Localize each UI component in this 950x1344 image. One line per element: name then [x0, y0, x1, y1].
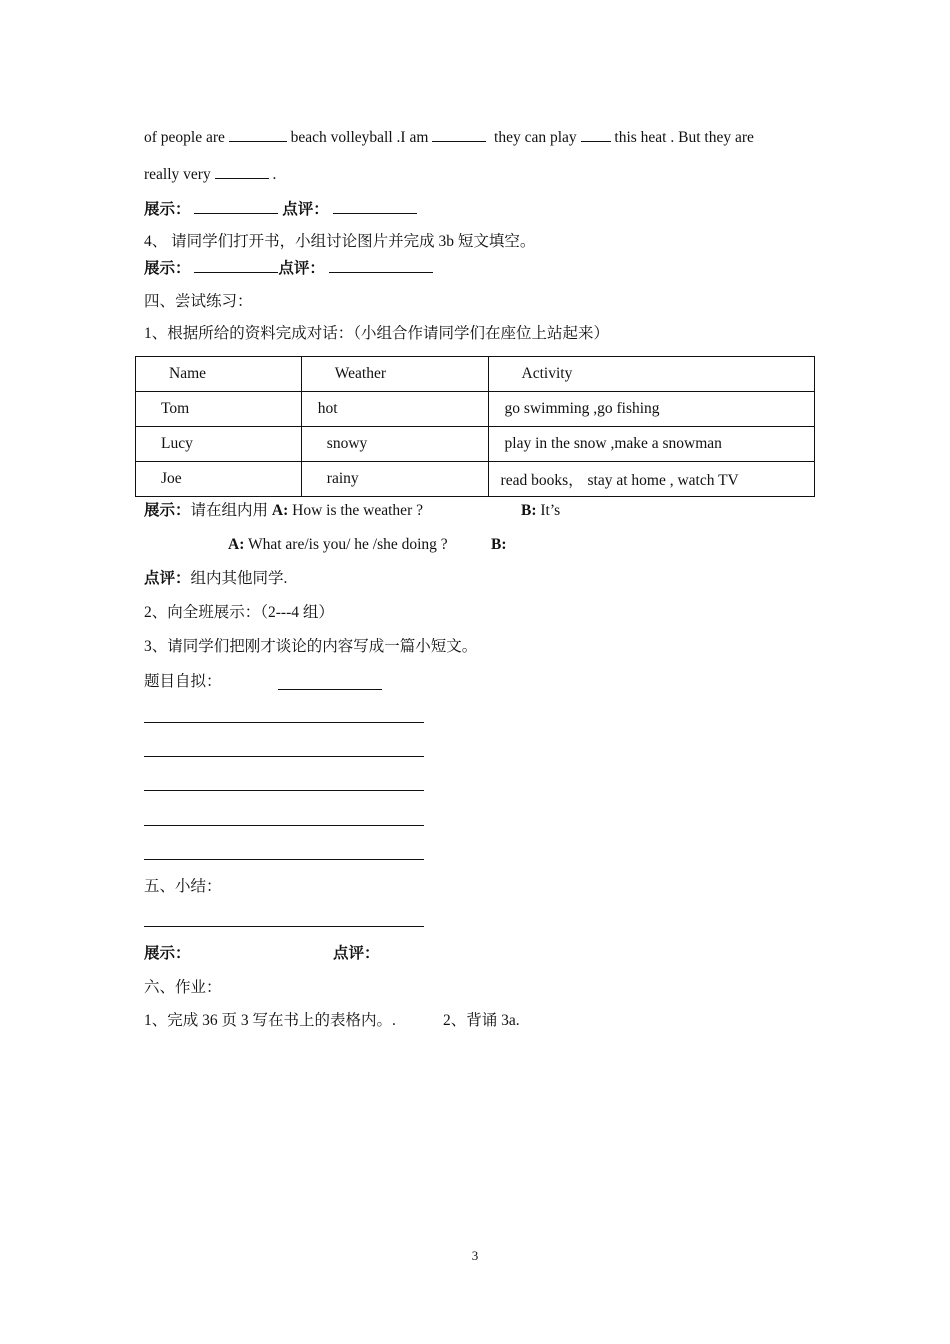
passage-text: they can play: [494, 129, 577, 146]
writing-line[interactable]: [144, 756, 424, 757]
table-cell: play in the snow ,make a snowman: [488, 427, 814, 462]
table-cell: snowy: [301, 427, 488, 462]
writing-line[interactable]: [144, 825, 424, 826]
section-4-item-1: 1、根据所给的资料完成对话：（小组合作请同学们在座位上站起来）: [144, 325, 610, 342]
page-number: 3: [471, 1248, 479, 1263]
speaker-a-label: A:: [228, 536, 245, 553]
comment-label: 点评：: [144, 570, 191, 587]
table-header-cell: Weather: [301, 357, 488, 392]
table-cell: Joe: [136, 462, 302, 497]
speaker-b-label: B:: [521, 502, 537, 519]
speaker-b-label: B:: [491, 536, 507, 553]
show-label: 展示：: [144, 945, 191, 962]
passage-text: beach volleyball .I am: [290, 129, 429, 146]
dialog-answer-2: [491, 535, 507, 555]
comment-blank[interactable]: [329, 258, 433, 273]
fill-blank[interactable]: [432, 127, 486, 142]
table-header-row: [136, 357, 815, 392]
show-blank[interactable]: [194, 258, 278, 273]
comment-label: 点评：: [333, 945, 380, 962]
table-header-cell: Name: [136, 357, 302, 392]
table-row: [136, 392, 815, 427]
section-4-heading: 四、尝试练习：: [144, 293, 253, 310]
comment-label: 点评：: [282, 201, 329, 218]
table-cell: go swimming ,go fishing: [488, 392, 814, 427]
fill-blank[interactable]: [215, 164, 269, 179]
writing-line[interactable]: [144, 859, 424, 860]
info-table: [135, 356, 815, 497]
dialog-line-1: [144, 501, 423, 521]
dialog-intro: 请在组内用: [190, 502, 269, 519]
comment-text: 组内其他同学.: [190, 570, 288, 587]
section-5-heading: 五、小结：: [144, 878, 222, 895]
dialog-question-2: What are/is you/ he /she doing ?: [247, 536, 448, 553]
table-header-cell: Activity: [488, 357, 814, 392]
show-label: 展示：: [144, 502, 191, 519]
show-comment-row-1: [144, 199, 417, 220]
fill-blank[interactable]: [581, 127, 611, 142]
show-label: 展示：: [144, 260, 191, 277]
table-row: [136, 462, 815, 497]
dialog-line-2: [228, 535, 448, 555]
passage-text: this heat . But they are: [614, 129, 754, 146]
dialog-answer-text: It’s: [540, 502, 561, 519]
table-cell: hot: [301, 392, 488, 427]
dialog-question-1: How is the weather ?: [292, 502, 423, 519]
passage-line-2: [144, 164, 276, 185]
table-cell: read books， stay at home , watch TV: [488, 462, 814, 497]
show-blank[interactable]: [194, 199, 278, 214]
homework-item-2: 2、背诵 3a.: [443, 1012, 520, 1029]
writing-line[interactable]: [144, 790, 424, 791]
final-comment-label: [333, 944, 380, 964]
homework-item-1: 1、完成 36 页 3 写在书上的表格内。.: [144, 1012, 396, 1029]
title-prompt-label: 题目自拟：: [144, 673, 222, 690]
title-blank[interactable]: [278, 689, 382, 690]
table-row: [136, 427, 815, 462]
passage-text: .: [272, 166, 277, 183]
speaker-a-label: A:: [271, 502, 289, 519]
show-comment-row-2: [144, 258, 433, 279]
passage-text: really very: [144, 166, 211, 183]
section-4-item-2: 2、向全班展示：（2---4 组）: [144, 604, 334, 621]
table-cell: Lucy: [136, 427, 302, 462]
final-show-label: [144, 944, 191, 964]
item-4: 4、 请同学们打开书，小组讨论图片并完成 3b 短文填空。: [144, 233, 536, 250]
title-prompt-row: [144, 672, 222, 692]
section-6-heading: 六、作业：: [144, 979, 222, 996]
table-cell: rainy: [301, 462, 488, 497]
comment-row: [144, 569, 287, 589]
comment-blank[interactable]: [333, 199, 417, 214]
passage-line-1: [144, 127, 754, 148]
dialog-answer-1: [521, 501, 560, 521]
show-label: 展示：: [144, 201, 191, 218]
fill-blank[interactable]: [229, 127, 287, 142]
summary-line[interactable]: [144, 926, 424, 927]
section-4-item-3: 3、请同学们把刚才谈论的内容写成一篇小短文。: [144, 638, 478, 655]
comment-label: 点评：: [278, 260, 325, 277]
passage-text: of people are: [144, 129, 225, 146]
writing-line[interactable]: [144, 722, 424, 723]
table-cell: Tom: [136, 392, 302, 427]
